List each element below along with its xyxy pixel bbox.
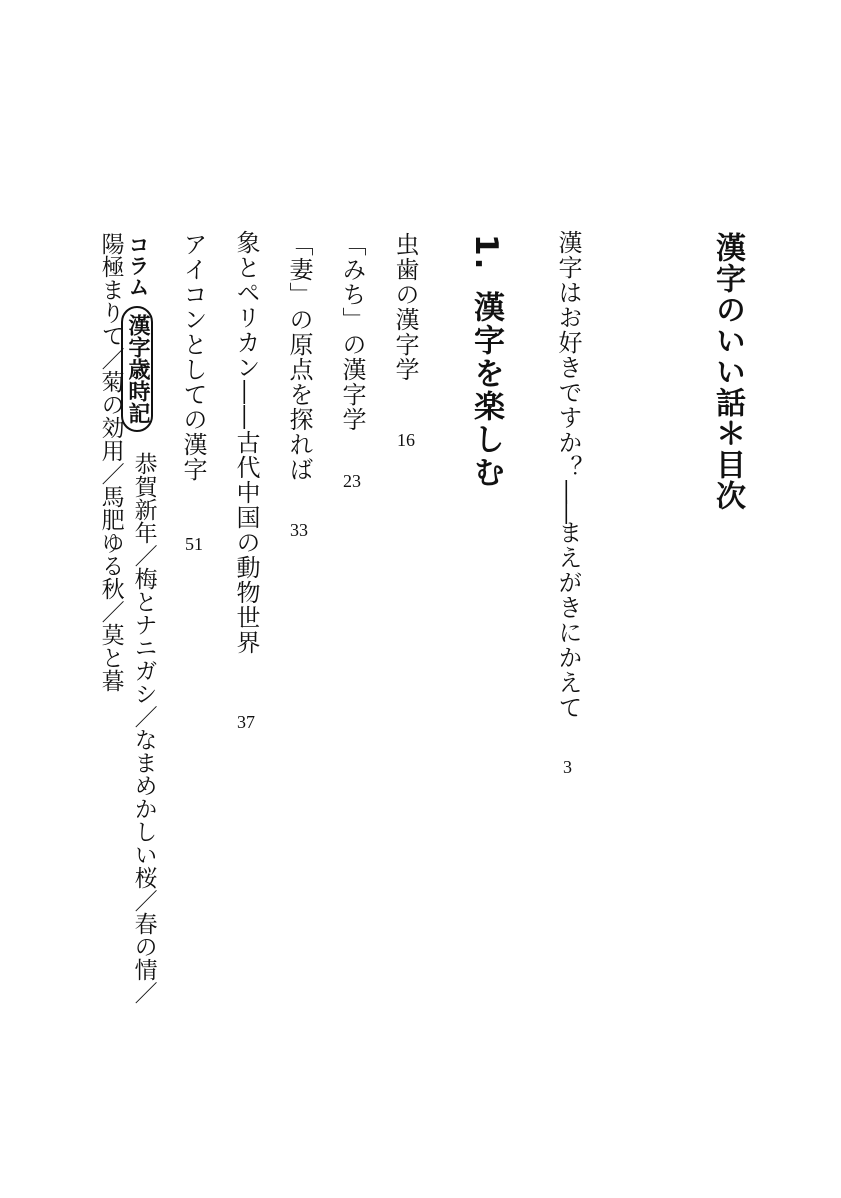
page-number: 23 bbox=[343, 471, 361, 491]
preface-subtitle: まえがきにかえて bbox=[554, 520, 582, 720]
page-title: 漢字のいい話＊目次 bbox=[710, 232, 745, 511]
chapter-number: 1. bbox=[468, 234, 504, 272]
column-items-line-2[interactable]: 陽極まりて／菊の効用／馬肥ゆる秋／莫と暮 bbox=[97, 232, 124, 692]
chapter-title: 漢字を楽しむ bbox=[468, 291, 504, 490]
toc-entry[interactable]: アイコンとしての漢字 bbox=[179, 232, 207, 482]
page-number-preface: 3 bbox=[563, 757, 572, 777]
em-dash: ―― bbox=[554, 480, 582, 520]
page-number: 37 bbox=[237, 712, 255, 732]
toc-entry[interactable]: 「みち」の漢字学 bbox=[338, 232, 366, 432]
page-number: 16 bbox=[397, 430, 415, 450]
column-badge: 漢字歳時記 bbox=[121, 306, 153, 432]
page-number: 33 bbox=[290, 520, 308, 540]
column-label: コラム bbox=[126, 234, 150, 297]
toc-entry[interactable]: 象とペリカン――古代中国の動物世界 bbox=[232, 230, 260, 655]
toc-entry[interactable]: 「妻」の原点を探れば bbox=[285, 232, 313, 482]
toc-entry-preface[interactable] bbox=[556, 230, 580, 720]
page-number: 51 bbox=[185, 534, 203, 554]
preface-title: 漢字はお好きですか？ bbox=[554, 230, 582, 480]
chapter-heading bbox=[468, 234, 504, 490]
toc-entry[interactable]: 虫歯の漢字学 bbox=[391, 232, 419, 382]
column-items-line-1[interactable]: 恭賀新年／梅とナニガシ／なまめかしい桜／春の情／ bbox=[130, 452, 157, 1004]
